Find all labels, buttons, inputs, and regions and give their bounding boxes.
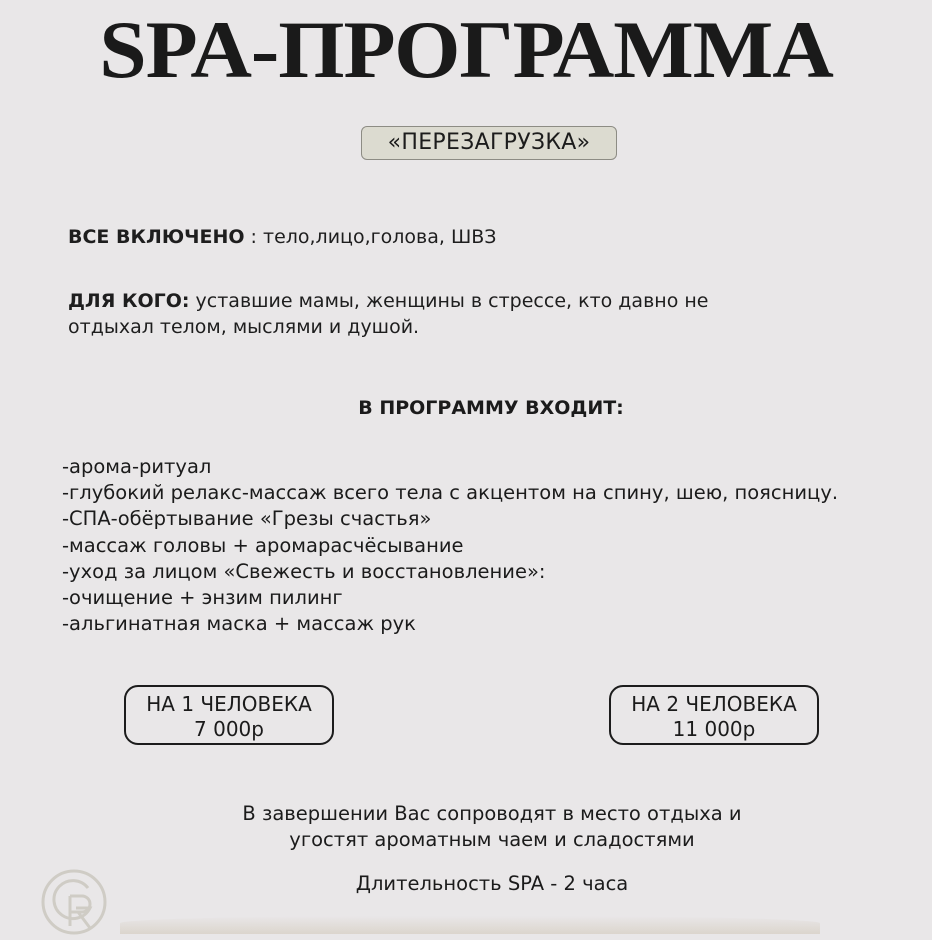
- list-item: -очищение + энзим пилинг: [62, 586, 343, 610]
- page-title: SPA-ПРОГРАММА: [99, 4, 833, 95]
- list-item: -СПА-обёртывание «Грезы счастья»: [62, 507, 432, 531]
- for-whom-line-2: отдыхал телом, мыслями и душой.: [68, 316, 420, 338]
- included-label: ВСЕ ВКЛЮЧЕНО: [68, 226, 245, 248]
- included-text: : тело,лицо,голова, ШВЗ: [244, 226, 497, 248]
- closing-text: [0, 801, 932, 853]
- program-heading: В ПРОГРАММУ ВХОДИТ:: [358, 397, 624, 419]
- list-item: -уход за лицом «Свежесть и восстановление»:: [62, 559, 546, 583]
- program-name-badge: «ПЕРЕЗАГРУЗКА»: [361, 126, 617, 160]
- price-label: НА 2 ЧЕЛОВЕКА: [631, 692, 797, 716]
- for-whom-line: [68, 288, 708, 314]
- list-item: -массаж головы + аромарасчёсывание: [62, 533, 464, 557]
- closing-line-1: В завершении Вас сопроводят в место отдыха и: [242, 802, 742, 825]
- price-box-two-persons: [609, 685, 819, 745]
- price-amount: 7 000р: [194, 717, 264, 741]
- price-label: НА 1 ЧЕЛОВЕКА: [146, 692, 312, 716]
- gr-monogram-icon: [40, 868, 108, 936]
- list-item: -альгинатная маска + массаж рук: [62, 612, 416, 636]
- list-item: -арома-ритуал: [62, 455, 212, 478]
- for-whom-text: уставшие мамы, женщины в стрессе, кто давно не: [189, 290, 709, 312]
- price-box-one-person: [124, 685, 334, 745]
- for-whom-label: ДЛЯ КОГО:: [68, 290, 190, 312]
- duration-text: Длительность SPA - 2 часа: [355, 872, 629, 895]
- price-amount: 11 000р: [672, 717, 756, 741]
- program-list: [62, 454, 838, 637]
- closing-line-2: угостят ароматным чаем и сладостями: [289, 828, 695, 851]
- bottom-photo-edge: [120, 916, 820, 934]
- list-item: -глубокий релакс-массаж всего тела с акцентом на спину, шею, поясницу.: [62, 481, 839, 505]
- included-line: [68, 224, 496, 250]
